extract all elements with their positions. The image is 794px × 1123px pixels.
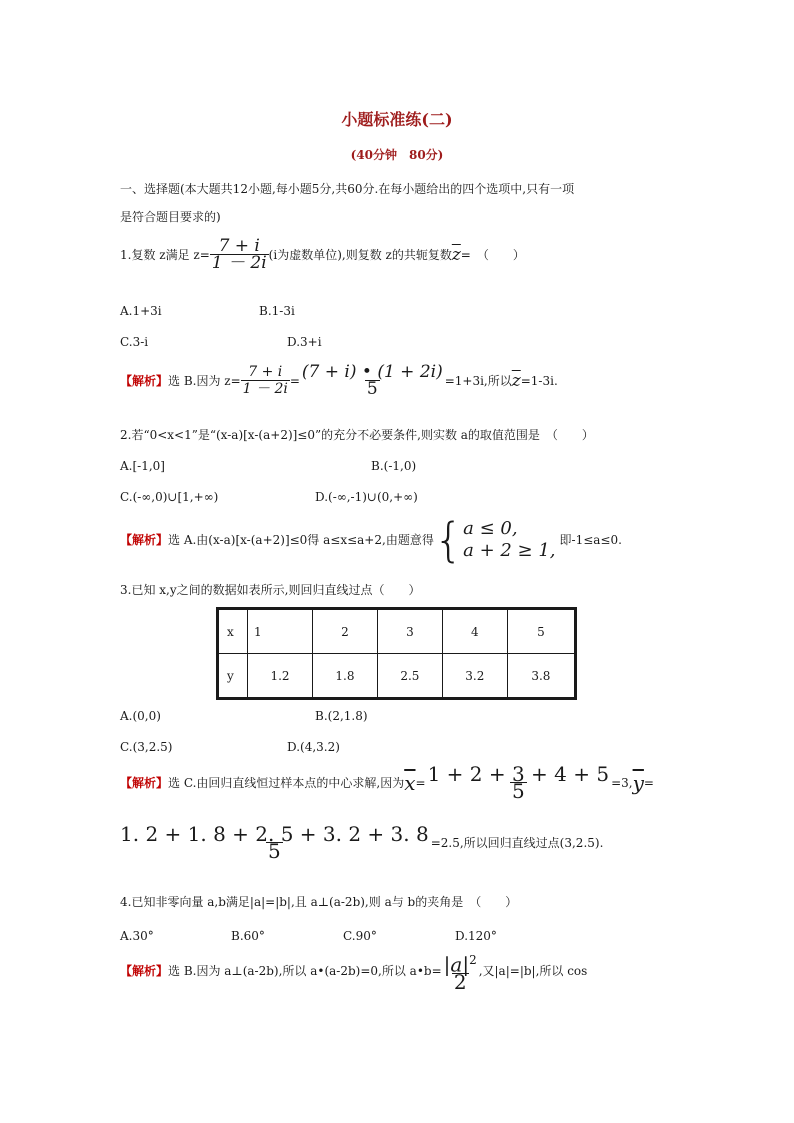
q2-solution-system-line2: a + 2 ≥ 1, bbox=[463, 540, 556, 561]
q3-solution-tag: 【解析】 bbox=[120, 775, 169, 790]
q1-solution-frac1-den: 1 － 2i bbox=[242, 381, 288, 397]
q3-option-c: C.(3,2.5) bbox=[120, 740, 173, 754]
q3-solution bbox=[120, 762, 654, 803]
q4-solution-tail: ,又|a|=|b|,所以 cos bbox=[478, 963, 588, 978]
q4-option-a: A.30° bbox=[120, 929, 154, 943]
q4-solution-frac-abs: |a| bbox=[443, 952, 470, 977]
q2-option-a: A.[-1,0] bbox=[120, 459, 165, 473]
q3-option-a: A.(0,0) bbox=[120, 709, 161, 723]
q4-option-d: D.120° bbox=[455, 929, 497, 943]
table-cell: 3.2 bbox=[442, 654, 507, 699]
q3-solution-frac-y bbox=[118, 822, 431, 863]
q3-solution-eq: = bbox=[415, 775, 426, 790]
question-3: 3.已知 x,y之间的数据如表所示,则回归直线过点（ ） bbox=[120, 583, 421, 597]
q1-stem-pre: 1.复数 z满足 z= bbox=[120, 247, 210, 262]
q1-fraction-num: 7 + i bbox=[218, 236, 260, 256]
q2-solution-system-line1: a ≤ 0, bbox=[463, 518, 518, 539]
q3-solution-frac-x-den: 5 bbox=[511, 779, 525, 803]
q4-solution-frac-den: 2 bbox=[453, 969, 467, 994]
section-heading-line2: 是符合题目要求的) bbox=[120, 210, 221, 224]
q3-solution-mid: =3, bbox=[611, 775, 633, 790]
q1-option-c: C.3-i bbox=[120, 335, 149, 349]
q1-option-a: A.1+3i bbox=[120, 304, 162, 318]
q3-solution-ybar: $\overline{y}$ bbox=[632, 770, 644, 795]
q3-data-table bbox=[216, 607, 577, 700]
q1-solution-zbar: $\overline{z}$ bbox=[511, 370, 521, 391]
q4-solution bbox=[120, 952, 588, 994]
table-cell: 1.2 bbox=[248, 654, 313, 699]
q1-solution-frac2-den: 5 bbox=[366, 379, 378, 399]
q3-solution-tail: =2.5,所以回归直线过点(3,2.5). bbox=[430, 835, 604, 850]
q4-solution-tag: 【解析】 bbox=[120, 963, 169, 978]
table-row bbox=[218, 609, 576, 654]
table-cell-x-label: x bbox=[218, 609, 248, 654]
table-cell: 3 bbox=[377, 609, 442, 654]
q2-solution-tail: 即-1≤a≤0. bbox=[559, 533, 622, 547]
q1-solution-frac1-num: 7 + i bbox=[248, 364, 283, 380]
table-row bbox=[218, 654, 576, 699]
q3-solution-frac-x bbox=[426, 762, 612, 803]
q1-option-b: B.1-3i bbox=[259, 304, 295, 318]
table-cell: 2.5 bbox=[377, 654, 442, 699]
table-cell: 5 bbox=[507, 609, 575, 654]
q2-solution-tag: 【解析】 bbox=[120, 533, 169, 547]
q2-solution-system bbox=[463, 518, 555, 562]
table-cell: 1.8 bbox=[313, 654, 378, 699]
q3-solution-xbar: $\overline{x}$ bbox=[404, 770, 416, 795]
q2-option-b: B.(-1,0) bbox=[371, 459, 417, 473]
q2-solution-brace: { bbox=[433, 513, 464, 567]
q3-option-b: B.(2,1.8) bbox=[315, 709, 368, 723]
q3-solution-eq2: = bbox=[643, 775, 654, 790]
table-cell: 2 bbox=[313, 609, 378, 654]
q3-solution-frac-y-num: 1. 2 + 1. 8 + 2. 5 + 3. 2 + 3. 8 bbox=[120, 822, 429, 846]
table-cell-y-label: y bbox=[218, 654, 248, 699]
q3-solution-line2 bbox=[118, 822, 604, 863]
q3-option-d: D.(4,3.2) bbox=[287, 740, 340, 754]
question-2: 2.若“0<x<1”是“(x-a)[x-(a+2)]≤0”的充分不必要条件,则实数 a的取值范围是 （ ） bbox=[120, 428, 594, 442]
q1-solution-pre: 选 B.因为 z= bbox=[168, 373, 241, 388]
page-subtitle: (40分钟 80分) bbox=[350, 148, 444, 162]
q3-solution-pre: 选 C.由回归直线恒过样本点的中心求解,因为 bbox=[168, 775, 405, 790]
q4-solution-frac-sup: 2 bbox=[469, 953, 477, 967]
q1-solution-post: =1+3i,所以 bbox=[444, 373, 512, 388]
q1-solution-frac1 bbox=[241, 364, 290, 397]
question-4: 4.已知非零向量 a,b满足|a|=|b|,且 a⊥(a-2b),则 a与 b的夹角是 （ ） bbox=[120, 895, 518, 909]
q4-solution-pre: 选 B.因为 a⊥(a-2b),所以 a•(a-2b)=0,所以 a•b= bbox=[168, 963, 442, 978]
q2-solution-pre: 选 A.由(x-a)[x-(a+2)]≤0得 a≤x≤a+2,由题意得 bbox=[168, 533, 434, 547]
q1-solution-tag: 【解析】 bbox=[120, 373, 169, 388]
question-1 bbox=[120, 238, 525, 271]
q1-option-d: D.3+i bbox=[287, 335, 322, 349]
q2-solution bbox=[120, 513, 622, 567]
q1-solution-tail: =1-3i. bbox=[520, 373, 558, 388]
q3-solution-frac-x-num: 1 + 2 + 3 + 4 + 5 bbox=[427, 762, 610, 786]
q2-option-d: D.(-∞,-1)∪(0,+∞) bbox=[315, 490, 418, 504]
q1-solution-frac2 bbox=[300, 364, 445, 397]
q4-option-b: B.60° bbox=[231, 929, 265, 943]
table-cell: 4 bbox=[442, 609, 507, 654]
page-title: 小题标准练(二) bbox=[341, 110, 453, 129]
table-cell: 3.8 bbox=[507, 654, 575, 699]
q4-option-c: C.90° bbox=[343, 929, 377, 943]
q1-solution-eq: = bbox=[289, 373, 300, 388]
q2-option-c: C.(-∞,0)∪[1,+∞) bbox=[120, 490, 219, 504]
q1-solution-frac2-num: (7 + i) • (1 + 2i) bbox=[301, 362, 443, 382]
q4-solution-frac bbox=[442, 952, 479, 994]
section-heading-line1: 一、选择题(本大题共12小题,每小题5分,共60分.在每小题给出的四个选项中,只有一项 bbox=[120, 182, 575, 196]
q1-stem-tail: = （ ） bbox=[460, 247, 525, 262]
q1-solution bbox=[120, 364, 558, 397]
q1-zbar: $\overline{z}$ bbox=[451, 244, 461, 265]
q1-stem-post: (i为虚数单位),则复数 z的共轭复数 bbox=[268, 247, 452, 262]
q1-fraction-den: 1 － 2i bbox=[211, 253, 267, 273]
q1-fraction bbox=[210, 238, 269, 271]
table-cell: 1 bbox=[248, 609, 313, 654]
q3-solution-frac-y-den: 5 bbox=[267, 839, 281, 863]
